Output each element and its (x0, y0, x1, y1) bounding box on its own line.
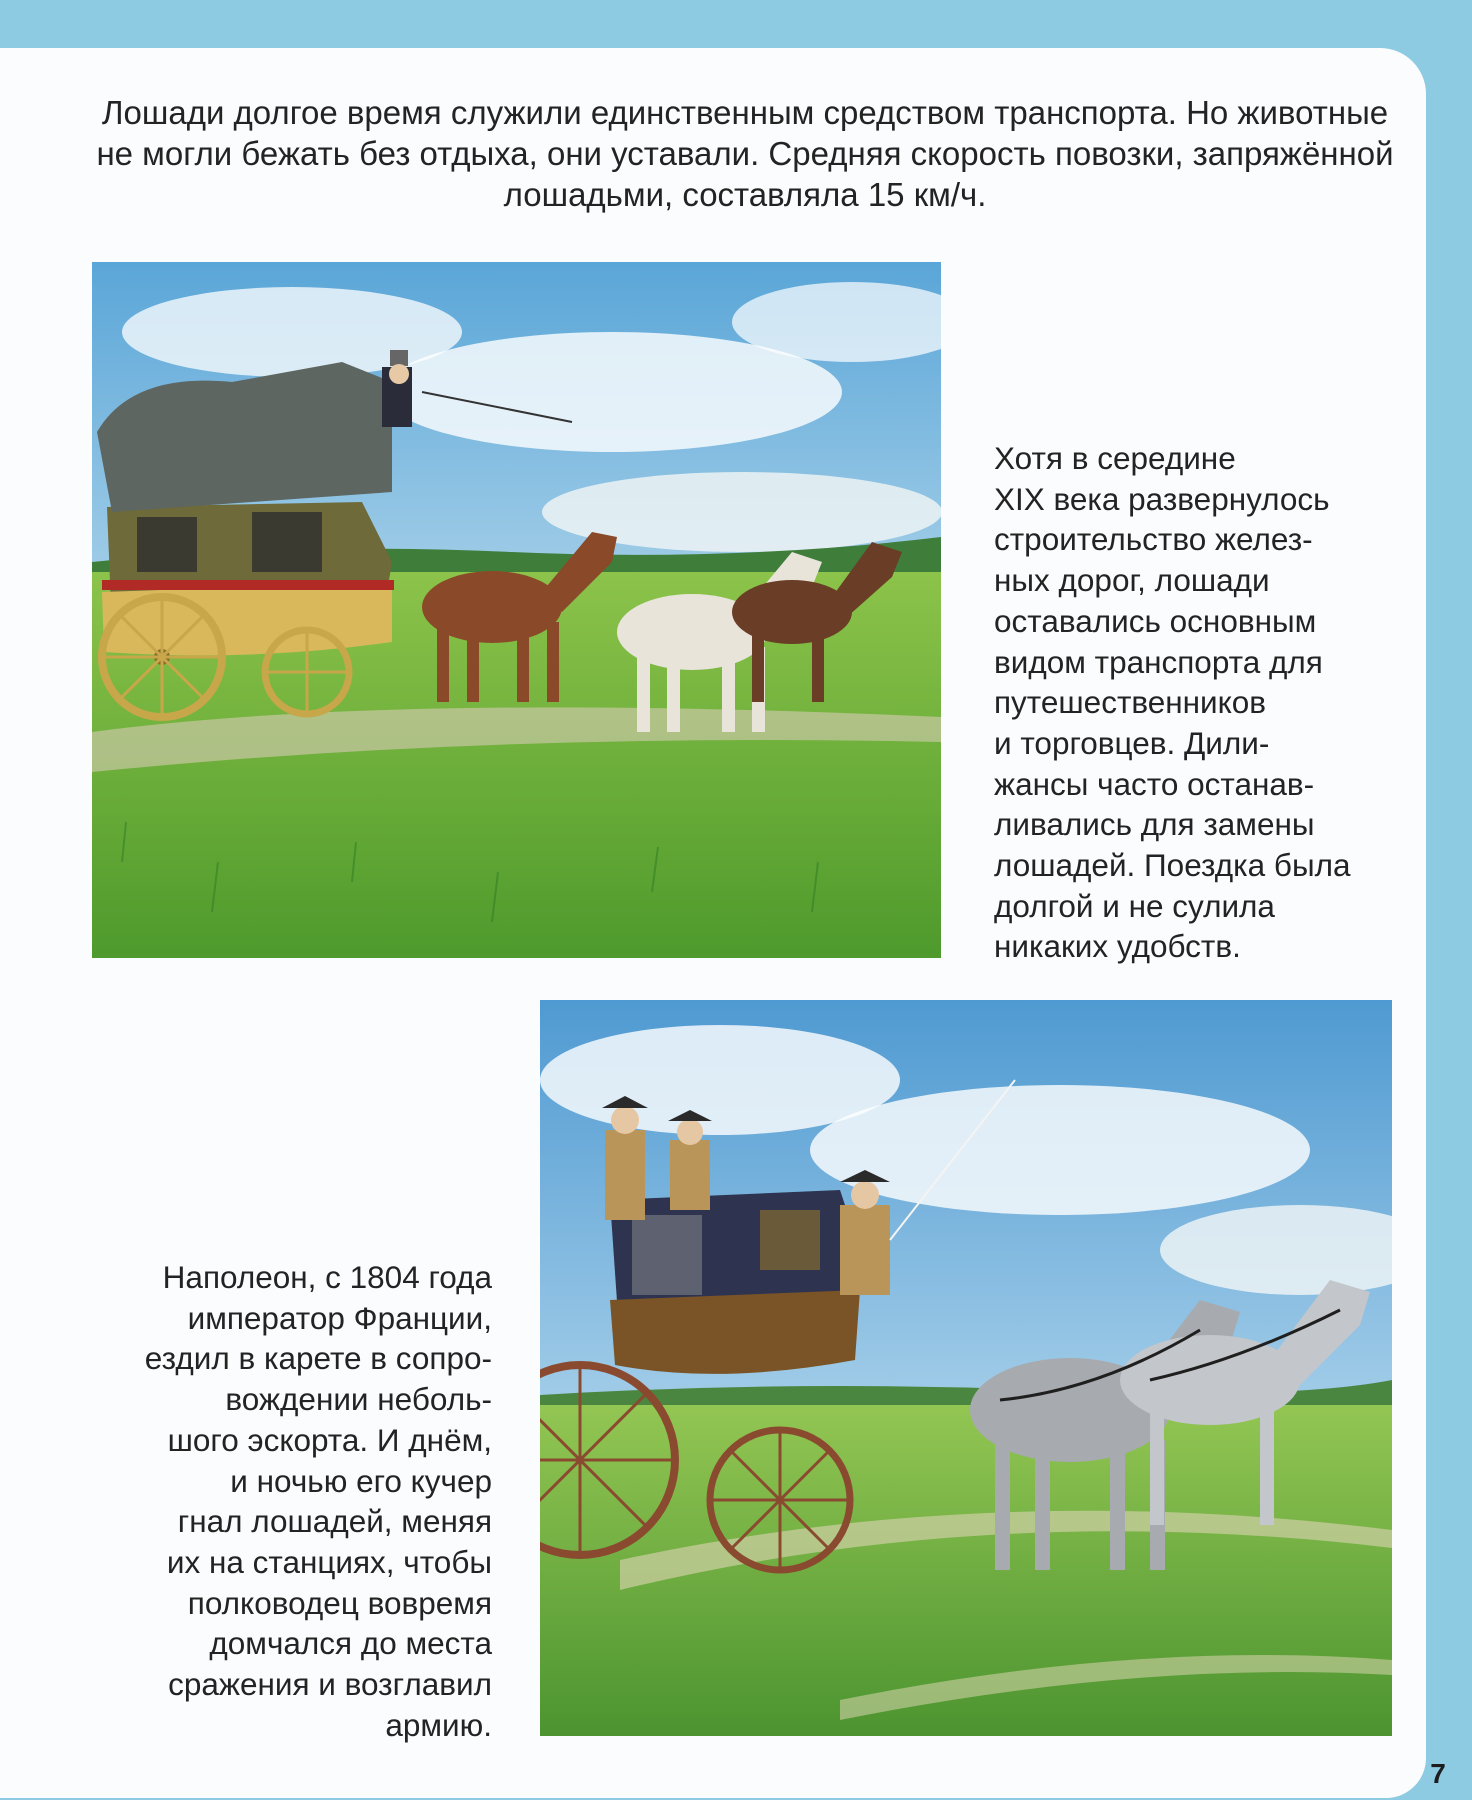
page-number: 7 (1430, 1758, 1446, 1789)
intro-paragraph: Лошади долгое время служили единственным средством транспорта. Но животные не могли бежать без отдыха, они уставали. Средняя скорость повозки, запряжённой лошадьми, составляла 15 км/ч. (96, 94, 1394, 213)
side-paragraph: Хотя в середине XIX века развернулось строительство желез- ных дорог, лошади оставались основным видом транспорта для путешественников и торговцев. Дили- жансы часто останав- ливались для замены лошадей. Поездка была долгой и не сулила никаких удобств. (994, 440, 1351, 965)
napoleon-paragraph: Наполеон, с 1804 года император Франции, ездил в карете в сопро- вождении неболь- шого эскорта. И днём, и ночью его кучер гнал лошадей, меняя их на станциях, чтобы полководец вовремя домчался до места сражения и возглавил армию. (144, 1259, 492, 1743)
stagecoach-illustration (92, 262, 941, 958)
napoleon-carriage-illustration (540, 1000, 1392, 1736)
